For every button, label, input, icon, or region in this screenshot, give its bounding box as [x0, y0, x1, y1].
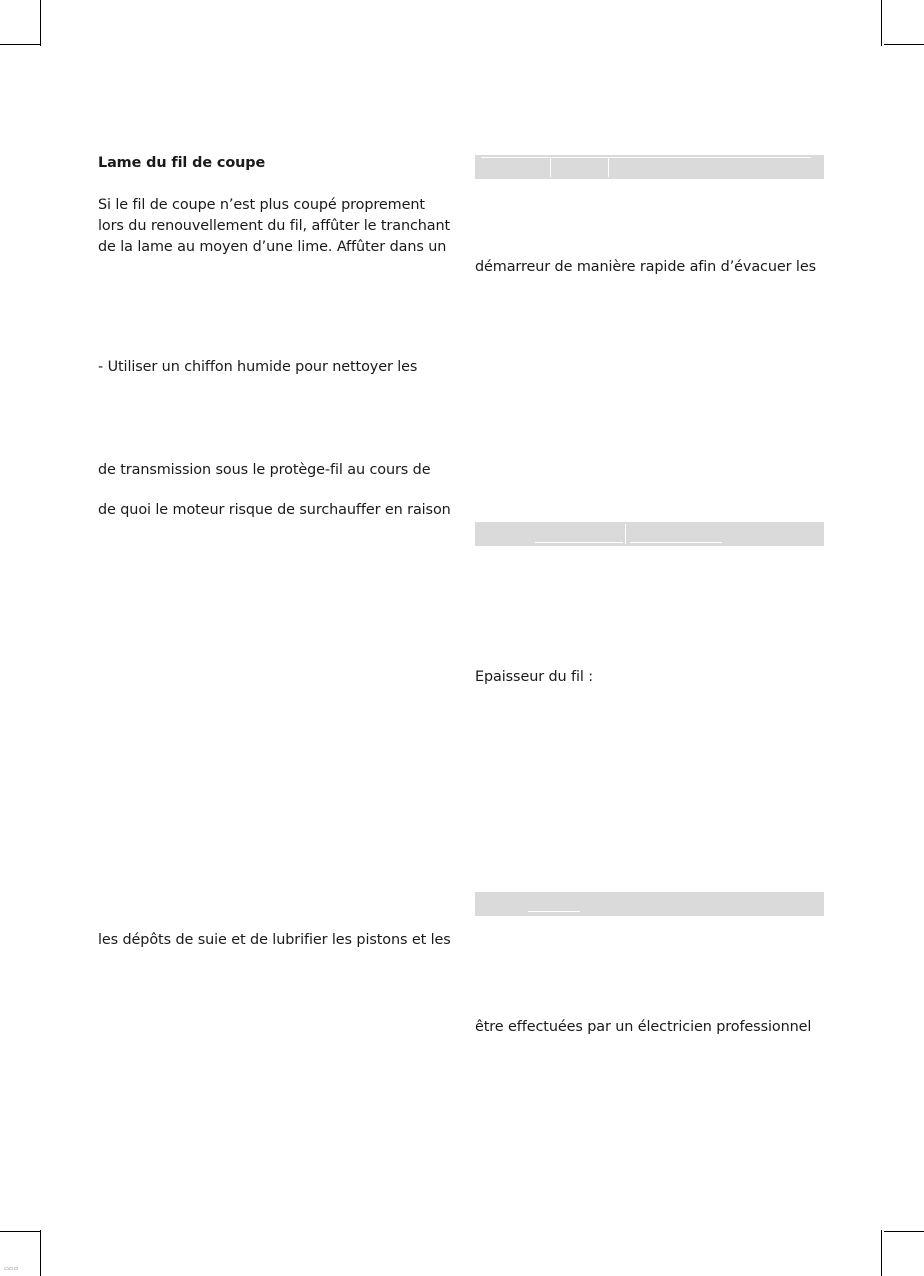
print-mark: ▭▭▭	[4, 1266, 19, 1272]
paragraph-line: - Utiliser un chiffon humide pour nettoyer les	[98, 359, 418, 375]
crop-mark	[884, 44, 924, 45]
crop-mark	[881, 1230, 882, 1276]
crop-mark	[40, 0, 41, 46]
paragraph-line: de transmission sous le protège-fil au cours de	[98, 462, 431, 478]
paragraph-line: de quoi le moteur risque de surchauffer en raison	[98, 502, 451, 518]
section-header-bar	[475, 155, 824, 179]
paragraph-line: les dépôts de suie et de lubrifier les pistons et les	[98, 932, 451, 948]
section-heading: Lame du fil de coupe	[98, 155, 266, 171]
crop-mark	[0, 44, 40, 45]
paragraph-line: démarreur de manière rapide afin d’évacuer les	[475, 259, 816, 275]
paragraph-line: de la lame au moyen d’une lime. Affûter dans un	[98, 239, 447, 255]
crop-mark	[40, 1230, 41, 1276]
crop-mark	[884, 1231, 924, 1232]
section-header-bar	[475, 522, 824, 546]
paragraph-line: Si le fil de coupe n’est plus coupé proprement	[98, 197, 425, 213]
section-header-bar	[475, 892, 824, 916]
crop-mark	[881, 0, 882, 46]
paragraph-line: être effectuées par un électricien professionnel	[475, 1019, 812, 1035]
paragraph-line: lors du renouvellement du fil, affûter le tranchant	[98, 218, 451, 234]
crop-mark	[0, 1231, 40, 1232]
spec-label: Epaisseur du fil :	[475, 669, 594, 685]
